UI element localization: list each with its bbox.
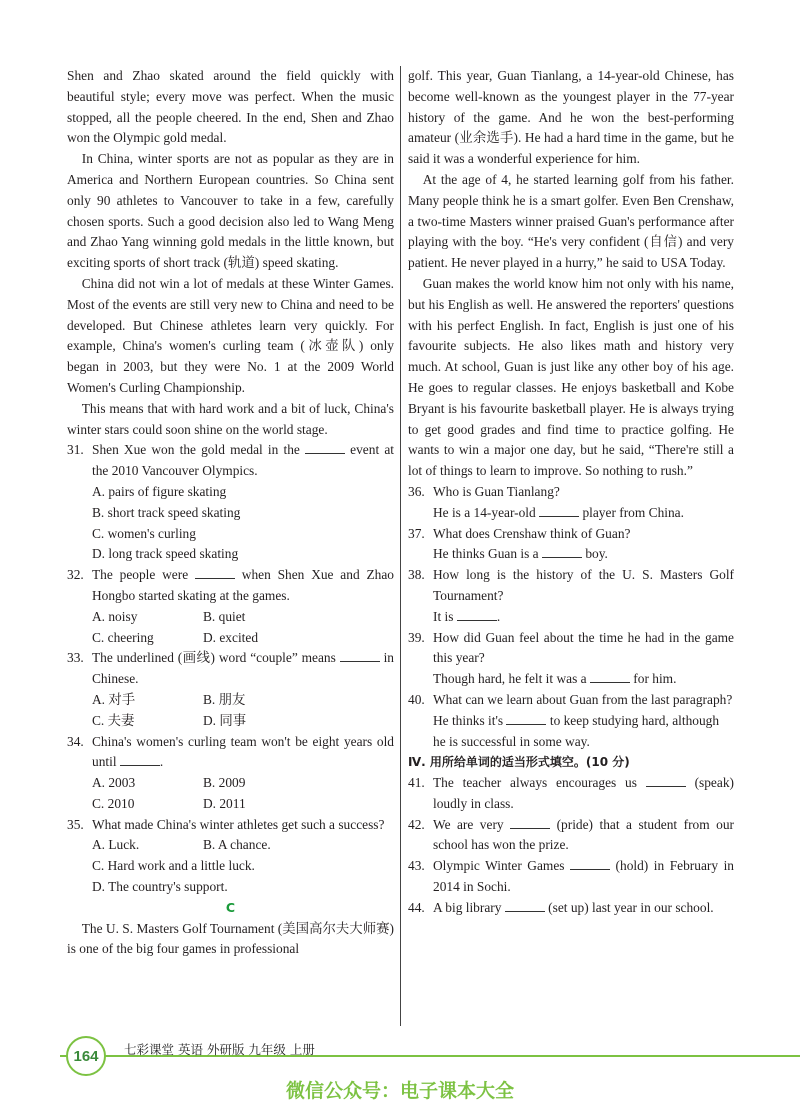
option-row [67, 628, 394, 649]
question-40: 40. What can we learn about Guan from the last paragraph? [408, 691, 733, 707]
answer-blank[interactable] [195, 567, 235, 579]
answer-line: He is a 14-year-old player from China. [433, 504, 684, 520]
option[interactable]: B. quiet [203, 608, 246, 624]
section-heading-c: C [225, 899, 236, 915]
section-heading-iv: Ⅳ. 用所给单词的适当形式填空。(10 分) [408, 755, 630, 770]
question-42: 42. We are very (pride) that a student from our school has won the prize. [408, 816, 734, 853]
paragraph: China did not win a lot of medals at these Winter Games. Most of the events are still very new to China and need to be developed. But Chinese athletes learn very quickly. For example, China's women's curling team (冰壶队) only began in 2003, but they were No. 1 at the 2009 World Women's Curling Championship. [67, 275, 394, 395]
answer-line: He thinks Guan is a boy. [433, 546, 608, 562]
option[interactable]: A. 2003 [92, 775, 136, 791]
option[interactable]: D. 2011 [203, 795, 246, 811]
option[interactable]: A. Luck. [92, 837, 140, 853]
left-column [67, 66, 394, 960]
question-41: 41. The teacher always encourages us (speak) loudly in class. [408, 775, 734, 811]
option[interactable]: A. pairs of figure skating [92, 483, 227, 499]
question-31: 31. Shen Xue won the gold medal in the event at the 2010 Vancouver Olympics. [67, 442, 394, 479]
question-33: 33. The underlined (画线) word “couple” means in Chinese. [67, 650, 394, 687]
answer-blank[interactable] [646, 775, 686, 787]
option-row [67, 607, 394, 628]
question-32: 32. The people were when Shen Xue and Zhao Hongbo started skating at the games. [67, 567, 394, 603]
paragraph: At the age of 4, he started learning golf from his father. Many people think he is a smart golfer. Even Ben Crenshaw, a two-time Masters winner praised Guan's performance after playing with the boy. “He's very confident (自信) and very patient. He never played in a hurry,” he said to USA Today. [408, 171, 734, 271]
question-35: 35. What made China's winter athletes get such a success? [67, 816, 385, 832]
option[interactable]: D. 同事 [203, 712, 247, 728]
option[interactable]: B. 朋友 [203, 691, 246, 707]
question-34: 34. China's women's curling team won't be eight years old until . [67, 733, 394, 770]
answer-blank[interactable] [305, 442, 345, 454]
paragraph: Shen and Zhao skated around the field quickly with beautiful style; every move was perfect. When the music stopped, all the people cheered. In the end, Shen and Zhao won the Olympic gold medal. [67, 68, 394, 146]
answer-blank[interactable] [120, 754, 160, 766]
option[interactable]: B. short track speed skating [92, 504, 241, 520]
option-row [67, 690, 394, 711]
paragraph: Guan makes the world know him not only with his name, but his English as well. He answered the reporters' questions with his perfect English. In fact, English is just one of his favourite subjects. He also likes math and history very much. At school, Guan is just like any other boy of his age. He goes to regular classes. He enjoys basketball and Kobe Bryant is his favourite basketball player. He is always trying to get good grades and find time to practice golfing. He wants to win a major one day, but he said, “There're still a lot of things to learn to improve. So nothing to rush.” [408, 275, 734, 479]
answer-blank[interactable] [505, 900, 545, 912]
option[interactable]: D. long track speed skating [92, 546, 239, 562]
answer-blank[interactable] [506, 713, 546, 725]
answer-blank[interactable] [340, 650, 380, 662]
answer-blank[interactable] [457, 609, 497, 621]
option[interactable]: A. 对手 [92, 691, 136, 707]
option-row [67, 835, 394, 856]
answer-blank[interactable] [542, 546, 582, 558]
option[interactable]: C. 2010 [92, 795, 135, 811]
option[interactable]: B. A chance. [203, 837, 271, 853]
question-43: 43. Olympic Winter Games (hold) in February in 2014 in Sochi. [408, 858, 734, 895]
option[interactable]: C. women's curling [92, 525, 196, 541]
option-row [67, 773, 394, 794]
question-44: 44. A big library (set up) last year in our school. [408, 899, 714, 915]
column-divider [400, 66, 401, 1026]
option-row [67, 794, 394, 815]
question-36: 36. Who is Guan Tianlang? [408, 483, 560, 499]
paragraph: In China, winter sports are not as popular as they are in America and Northern European countries. So China sent only 90 athletes to Vancouver to take in a few, carefully chosen sports. Such a good decision also led to Wang Meng and Zhao Yang winning gold medals in the little known, but exciting sports of short track (轨道) speed skating. [67, 151, 394, 271]
question-38: 38. How long is the history of the U. S. Masters Golf Tournament? [408, 567, 734, 603]
option[interactable]: D. excited [203, 629, 259, 645]
option[interactable]: A. noisy [92, 608, 138, 624]
book-title: 七彩课堂 英语 外研版 九年级 上册 [124, 1042, 315, 1057]
page-number: 164 [66, 1036, 106, 1076]
answer-line: It is . [433, 608, 501, 624]
option[interactable]: C. Hard work and a little luck. [92, 858, 255, 874]
watermark: 微信公众号：电子课本大全 [285, 1080, 514, 1102]
answer-blank[interactable] [590, 671, 630, 683]
paragraph: golf. This year, Guan Tianlang, a 14-year-old Chinese, has become well-known as the youngest player in the 77-year history of the game. And he won the best-performing amateur (业余选手). He had a hard time in the game, but he said it was a wonderful experience for him. [408, 68, 734, 167]
paragraph: This means that with hard work and a bit of luck, China's winter stars could soon shine on the world stage. [67, 400, 394, 437]
answer-line: He thinks it's to keep studying hard, although he is successful in some way. [433, 712, 720, 749]
option[interactable]: C. 夫妻 [92, 712, 135, 728]
option-row [67, 711, 394, 732]
answer-blank[interactable] [539, 505, 579, 517]
answer-blank[interactable] [510, 817, 550, 829]
right-column [408, 66, 734, 919]
option[interactable]: C. cheering [92, 629, 154, 645]
question-39: 39. How did Guan feel about the time he had in the game this year? [408, 629, 734, 666]
option[interactable]: B. 2009 [203, 775, 246, 791]
answer-line: Though hard, he felt it was a for him. [433, 671, 677, 687]
option[interactable]: D. The country's support. [92, 879, 228, 895]
question-37: 37. What does Crenshaw think of Guan? [408, 525, 631, 541]
answer-blank[interactable] [570, 858, 610, 870]
paragraph: The U. S. Masters Golf Tournament (美国高尔夫大师赛) is one of the big four games in professional [67, 920, 394, 957]
